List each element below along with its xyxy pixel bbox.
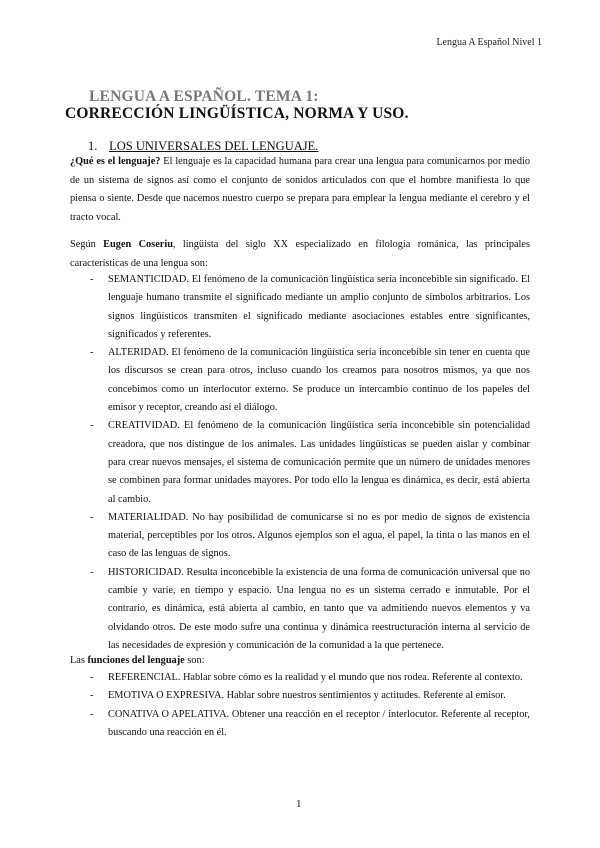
coseriu-prefix: Según <box>70 239 104 250</box>
coseriu-text: , lingüista del siglo XX especializado en filología románica, las principales características de una lengua son: <box>70 239 530 269</box>
page-number: 1 <box>296 798 302 810</box>
document-title-line-1: LENGUA A ESPAÑOL. TEMA 1: <box>89 88 319 105</box>
section-title: LOS UNIVERSALES DEL LENGUAJE. <box>109 139 319 153</box>
list-item-emotiva: - EMOTIVA O EXPRESIVA. Hablar sobre nuestros sentimientos y actitudes. Referente al emisor. <box>88 687 530 705</box>
list-item-conativa: - CONATIVA O APELATIVA. Obtener una reacción en el receptor / interlocutor. Referente al receptor, buscando una reacción en él. <box>88 706 530 743</box>
document-title-line-2: CORRECCIÓN LINGÜÍSTICA, NORMA Y USO. <box>65 105 409 122</box>
funciones-suffix: son: <box>184 655 205 666</box>
funciones-paragraph <box>70 652 530 671</box>
intro-text: El lenguaje es la capacidad humana para crear una lengua para comunicarnos por medio de un sistema de signos así como el conjunto de sonidos articulados con que el hombre manifiesta lo que piensa o siente. Desde que nacemos nuestro cuerpo se prepara para emplear la lengua mediante el cerebro y el tracto vocal. <box>70 156 530 224</box>
intro-question: ¿Qué es el lenguaje? <box>70 156 161 167</box>
intro-paragraph <box>70 153 530 228</box>
list-item-creatividad: - CREATIVIDAD. El fenómeno de la comunicación lingüística sería inconcebible sin potencialidad creadora, que nos distingue de los animales. Las unidades lingüísticas se pueden aislar y combinar para crear nuevos mensajes, el sistema de comunicación permite que un número de unidades menores se combinen para formar unidades mayores. Por todo ello la lengua es dinámica, es decir, está abierta al cambio. <box>88 417 530 508</box>
universales-list <box>88 271 530 655</box>
funciones-list <box>88 669 530 742</box>
coseriu-name: Eugen Coseriu <box>103 239 173 250</box>
coseriu-paragraph <box>70 236 530 273</box>
list-item-historicidad: - HISTORICIDAD. Resulta inconcebible la existencia de una forma de comunicación universal que no cambie y varíe, en tiempo y espacio. Una lengua no es un sistema cerrado e inmutable. Por el contrario, es dinámica, está abierta al cambio, en tanto que va admitiendo nuevos elementos y va olvidando otros. De este modo sufre una continua y dinámica reestructuración interna al servicio de las necesidades de expresión y comunicación de la comunidad a la que pertenece. <box>88 564 530 655</box>
funciones-prefix: Las <box>70 655 88 666</box>
funciones-bold: funciones del lenguaje <box>87 655 185 666</box>
list-item-materialidad: - MATERIALIDAD. No hay posibilidad de comunicarse si no es por medio de signos de existencia material, perceptibles por los otros. Algunos ejemplos son el agua, el papel, la tinta o las manos en el caso de las lenguas de signos. <box>88 509 530 564</box>
list-item-semanticidad: - SEMANTICIDAD. El fenómeno de la comunicación lingüística sería inconcebible sin significado. El lenguaje humano transmite el significado mediante un amplio conjunto de símbolos arbitrarios. Los signos lingüísticos transmiten el significado mediante asociaciones estables entre significantes, significados y referentes. <box>88 271 530 344</box>
section-number: 1. <box>88 139 98 153</box>
list-item-referencial: - REFERENCIAL. Hablar sobre cómo es la realidad y el mundo que nos rodea. Referente al contexto. <box>88 669 530 687</box>
list-item-alteridad: - ALTERIDAD. El fenómeno de la comunicación lingüística sería inconcebible sin tener en cuenta que los discursos se crean para otros, incluso cuando los creamos para nosotros mismos, ya que nos concebimos como un interlocutor externo. Se produce un intercambio continuo de los papeles del emisor y receptor, creando así el diálogo. <box>88 344 530 417</box>
running-header: Lengua A Español Nivel 1 <box>436 37 542 48</box>
section-heading <box>88 139 318 154</box>
